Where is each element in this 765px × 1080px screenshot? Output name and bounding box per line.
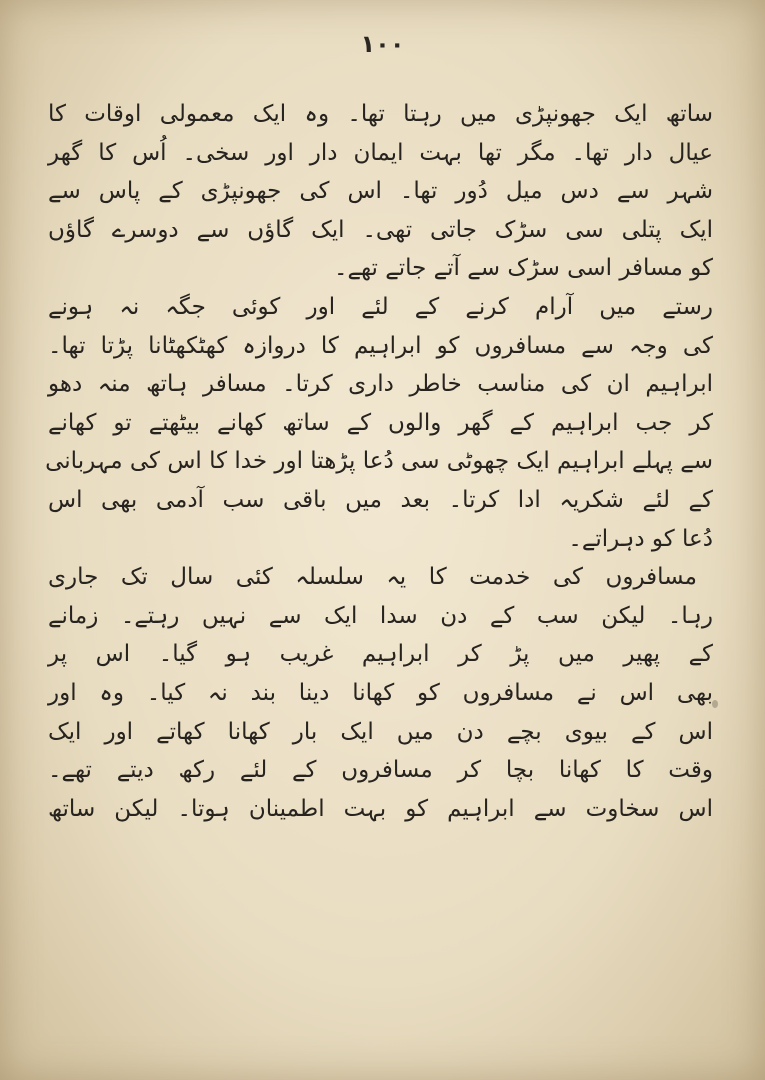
- text-line: وقت کا کھانا بچا کر مسافروں کے لئے رکھ دیتے تھے۔: [48, 757, 713, 784]
- text-line: ساتھ ایک جھونپڑی میں رہتا تھا۔ وہ ایک معمولی اوقات کا: [48, 101, 713, 127]
- text-line: کے لئے شکریہ ادا کرتا۔ بعد میں باقی سب آدمی بھی اس: [48, 486, 713, 513]
- body-text: [45, 95, 713, 828]
- text-line: بھی اس نے مسافروں کو کھانا دینا بند نہ کیا۔ وہ اور: [48, 679, 713, 706]
- text-line: رہا۔ لیکن سب کے دن سدا ایک سے نہیں رہتے۔ زمانے: [48, 602, 713, 629]
- page-number: ١٠٠: [360, 30, 405, 58]
- text-line: کو مسافر اسی سڑک سے آتے جاتے تھے۔: [334, 255, 713, 282]
- text-line: ایک پتلی سی سڑک جاتی تھی۔ ایک گاؤں سے دوسرے گاؤں: [48, 216, 713, 243]
- text-line: شہر سے دس میل دُور تھا۔ اس کی جھونپڑی کے پاس سے: [48, 178, 713, 205]
- text-line: ابراہیم ان کی مناسب خاطر داری کرتا۔ مسافر ہاتھ منہ دھو: [48, 371, 713, 398]
- text-line: اس سخاوت سے ابراہیم کو بہت اطمینان ہوتا۔ لیکن ساتھ: [48, 795, 713, 822]
- text-line: کی وجہ سے مسافروں کو ابراہیم کا دروازہ کھٹکھٹانا پڑتا تھا۔: [48, 332, 713, 359]
- text-line: سے پہلے ابراہیم ایک چھوٹی سی دُعا پڑھتا اور خدا کا اس کی مہربانی: [45, 448, 713, 475]
- text-line: عیال دار تھا۔ مگر تھا بہت ایمان دار اور سخی۔ اُس کا گھر: [48, 139, 713, 166]
- text-line: کے پھیر میں پڑ کر ابراہیم غریب ہو گیا۔ اس پر: [48, 641, 713, 668]
- text-line: اس کے بیوی بچے دن میں ایک بار کھانا کھاتے اور ایک: [48, 718, 713, 745]
- ink-spot: [712, 700, 718, 708]
- text-line: دُعا کو دہراتے۔: [568, 525, 713, 552]
- text-line: کر جب ابراہیم کے گھر والوں کے ساتھ کھانے بیٹھتے تو کھانے: [48, 409, 713, 436]
- text-line: رستے میں آرام کرنے کے لئے اور کوئی جگہ نہ ہونے: [48, 293, 713, 320]
- text-line: مسافروں کی خدمت کا یہ سلسلہ کئی سال تک جاری: [48, 564, 697, 591]
